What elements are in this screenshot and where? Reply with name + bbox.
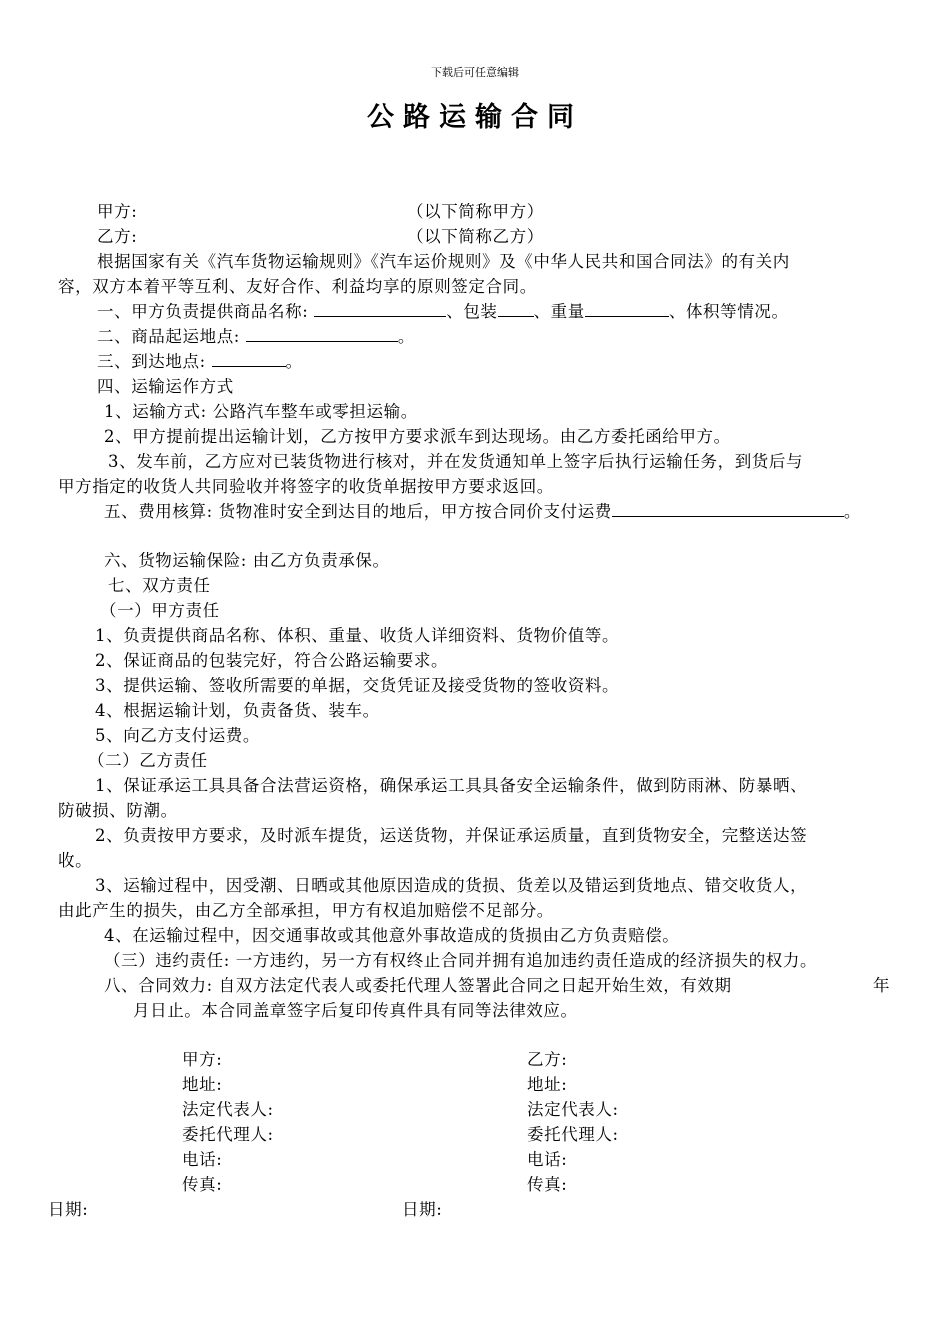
sign-right-party: 乙方: bbox=[527, 1050, 568, 1069]
destination-blank[interactable] bbox=[212, 351, 286, 367]
clause-5-text: 五、费用核算: 货物准时安全到达目的地后，甲方按合同价支付运费 bbox=[104, 502, 612, 521]
sign-left-legal-rep: 法定代表人: bbox=[182, 1100, 274, 1119]
sign-left-party: 甲方: bbox=[182, 1050, 223, 1069]
clause-1-label: 一、甲方负责提供商品名称: bbox=[97, 302, 309, 321]
clause-1-weight: 、重量 bbox=[533, 302, 585, 321]
party-b-duty-1a: 1、保证承运工具具备合法营运资格，确保承运工具具备安全运输条件，做到防雨淋、防暴晒、 bbox=[95, 776, 808, 795]
clause-3-end: 。 bbox=[285, 352, 303, 371]
sign-left-fax: 传真: bbox=[182, 1175, 223, 1194]
clause-4-item-1: 1、运输方式: 公路汽车整车或零担运输。 bbox=[104, 402, 418, 421]
party-b-duty-4: 4、在运输过程中，因交通事故或其他意外事故造成的货损由乙方负责赔偿。 bbox=[104, 926, 680, 945]
party-b-duty-3b: 由此产生的损失，由乙方全部承担，甲方有权追加赔偿不足部分。 bbox=[58, 901, 554, 920]
sign-left-agent: 委托代理人: bbox=[182, 1125, 274, 1144]
product-name-blank[interactable] bbox=[314, 301, 446, 317]
party-b-duty-2a: 2、负责按甲方要求，及时派车提货，运送货物，并保证承运质量，直到货物安全，完整送达签 bbox=[95, 826, 808, 845]
sign-right-legal-rep: 法定代表人: bbox=[527, 1100, 619, 1119]
clause-4-item-3a: 3、发车前，乙方应对已装货物进行核对，并在发货通知单上签字后执行运输任务，到货后与 bbox=[108, 452, 804, 471]
party-b-duty-2b: 收。 bbox=[58, 851, 93, 870]
clause-4-item-3b: 甲方指定的收货人共同验收并将签字的收货单据按甲方要求返回。 bbox=[58, 477, 554, 496]
weight-blank[interactable] bbox=[585, 301, 669, 317]
date-right: 日期: bbox=[402, 1200, 443, 1219]
party-a-duty-heading: （一）甲方责任 bbox=[100, 601, 220, 620]
party-b-note: （以下简称乙方） bbox=[407, 227, 544, 246]
clause-3 bbox=[97, 351, 303, 373]
intro-line-1: 根据国家有关《汽车货物运输规则》《汽车运价规则》及《中华人民共和国合同法》的有关内 bbox=[97, 252, 790, 271]
party-b-duty-1b: 防破损、防潮。 bbox=[58, 801, 178, 820]
clause-1-packaging: 、包装 bbox=[446, 302, 498, 321]
clause-8-line-1: 八、合同效力: 自双方法定代表人或委托代理人签署此合同之日起开始生效，有效期 bbox=[104, 976, 732, 995]
clause-4-heading: 四、运输运作方式 bbox=[97, 377, 234, 396]
clause-4-item-2: 2、甲方提前提出运输计划，乙方按甲方要求派车到达现场。由乙方委托函给甲方。 bbox=[104, 427, 731, 446]
freight-blank[interactable] bbox=[612, 501, 844, 517]
party-a-duty-1: 1、负责提供商品名称、体积、重量、收货人详细资料、货物价值等。 bbox=[95, 626, 620, 645]
clause-7-heading: 七、双方责任 bbox=[108, 576, 211, 595]
clause-5 bbox=[104, 501, 861, 523]
contract-title: 公路运输合同 bbox=[367, 102, 583, 133]
download-note: 下载后可任意编辑 bbox=[431, 66, 519, 79]
party-b-duty-heading: （二）乙方责任 bbox=[88, 751, 208, 770]
clause-6: 六、货物运输保险: 由乙方负责承保。 bbox=[104, 551, 390, 570]
party-a-label: 甲方: bbox=[97, 202, 138, 221]
clause-5-end: 。 bbox=[843, 502, 862, 521]
clause-3-label: 三、到达地点: bbox=[97, 352, 206, 371]
sign-right-phone: 电话: bbox=[527, 1150, 568, 1169]
origin-blank[interactable] bbox=[246, 326, 398, 342]
sign-left-phone: 电话: bbox=[182, 1150, 223, 1169]
party-a-duty-3: 3、提供运输、签收所需要的单据，交货凭证及接受货物的签收资料。 bbox=[95, 676, 620, 695]
clause-8-line-2: 月日止。本合同盖章签字后复印传真件具有同等法律效应。 bbox=[133, 1001, 578, 1020]
clause-8-year: 年 bbox=[873, 976, 891, 995]
date-left: 日期: bbox=[48, 1200, 89, 1219]
clause-2-label: 二、商品起运地点: bbox=[97, 327, 240, 346]
intro-line-2: 容，双方本着平等互利、友好合作、利益均享的原则签定合同。 bbox=[58, 277, 537, 296]
party-a-duty-4: 4、根据运输计划，负责备货、装车。 bbox=[95, 701, 380, 720]
breach-liability: （三）违约责任: 一方违约，另一方有权终止合同并拥有追加违约责任造成的经济损失的权力。 bbox=[104, 951, 818, 970]
party-a-duty-5: 5、向乙方支付运费。 bbox=[95, 726, 260, 745]
sign-right-fax: 传真: bbox=[527, 1175, 568, 1194]
clause-2 bbox=[97, 326, 415, 348]
sign-right-address: 地址: bbox=[527, 1075, 568, 1094]
packaging-blank[interactable] bbox=[498, 301, 534, 317]
sign-right-agent: 委托代理人: bbox=[527, 1125, 619, 1144]
clause-1 bbox=[97, 301, 789, 323]
party-a-note: （以下简称甲方） bbox=[407, 202, 544, 221]
sign-left-address: 地址: bbox=[182, 1075, 223, 1094]
party-a-duty-2: 2、保证商品的包装完好，符合公路运输要求。 bbox=[95, 651, 449, 670]
party-b-duty-3a: 3、运输过程中，因受潮、日晒或其他原因造成的货损、货差以及错运到货地点、错交收货人， bbox=[95, 876, 808, 895]
party-b-label: 乙方: bbox=[97, 227, 138, 246]
clause-2-end: 。 bbox=[397, 327, 415, 346]
clause-1-volume: 、体积等情况。 bbox=[668, 302, 789, 321]
